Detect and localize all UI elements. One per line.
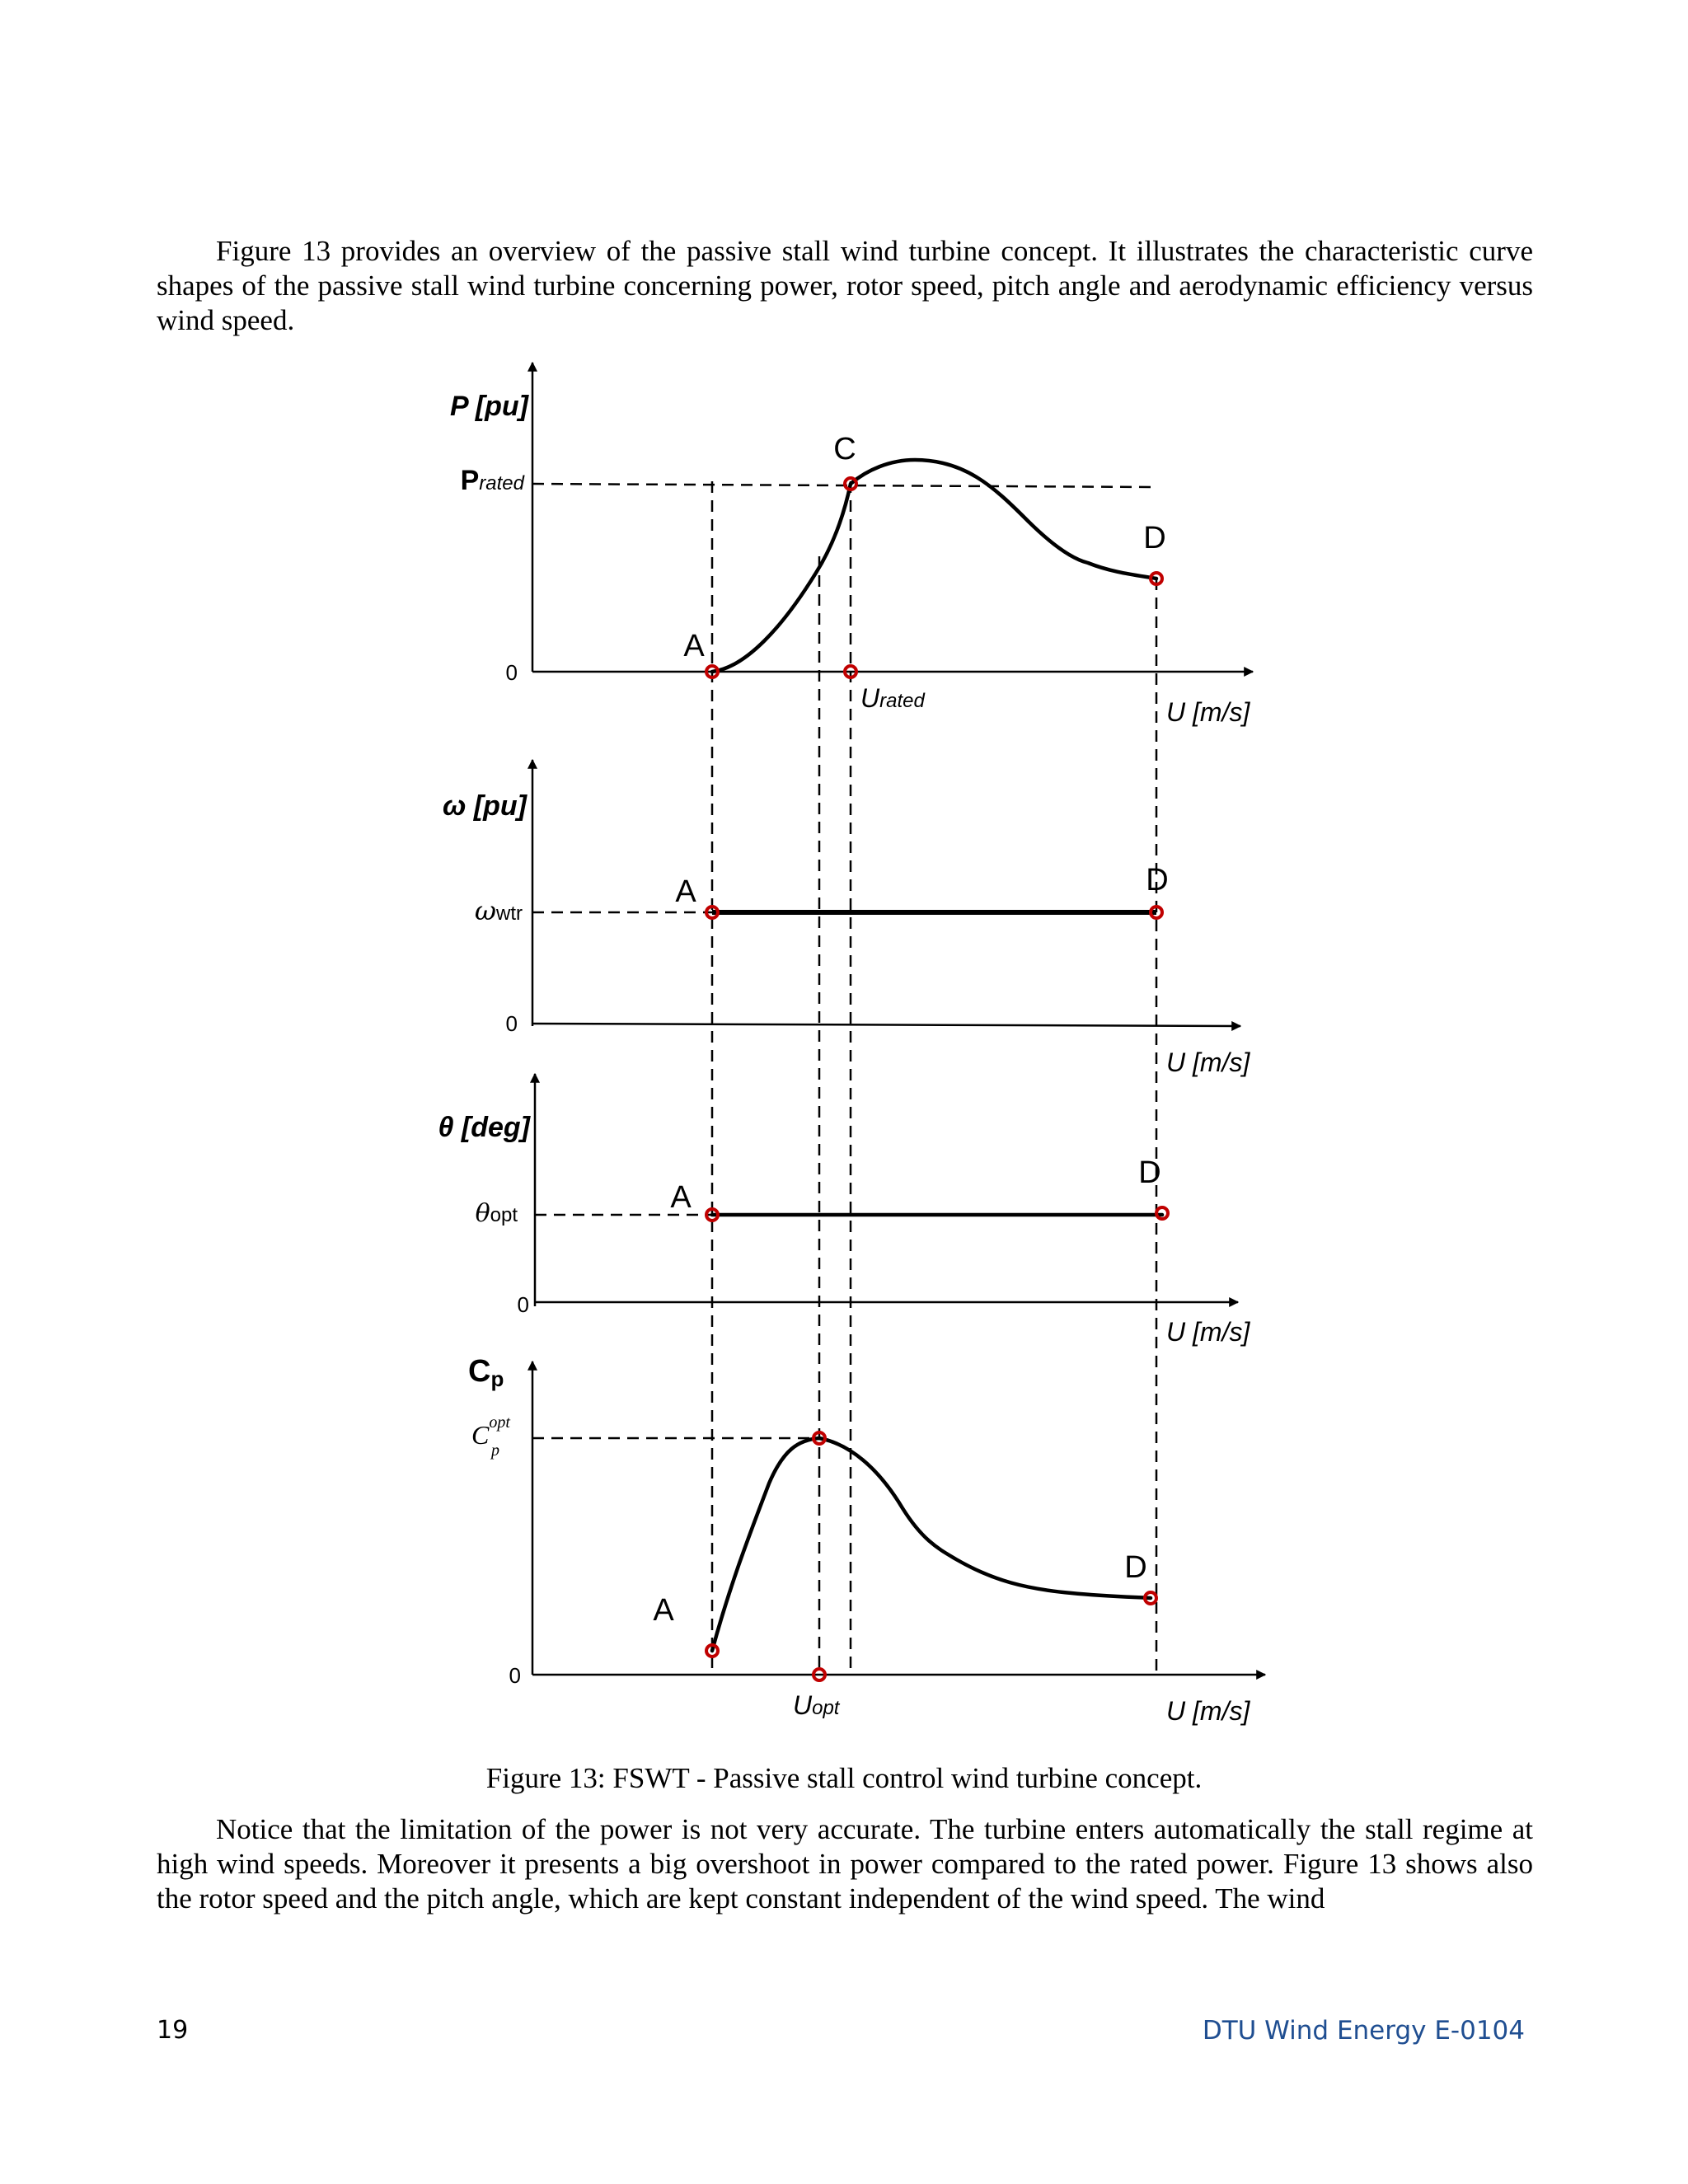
pitch-axis-label: θ [deg] xyxy=(438,1112,530,1143)
power-x-axis-label: U [m/s] xyxy=(1166,697,1250,727)
pitch-point-a-label: A xyxy=(670,1180,692,1215)
page-number: 19 xyxy=(157,2016,189,2045)
cp-x-axis-label: U [m/s] xyxy=(1166,1696,1250,1726)
rotor-speed-x-axis xyxy=(532,1024,1240,1026)
power-curve xyxy=(712,460,1156,672)
pitch-zero-tick: 0 xyxy=(517,1292,529,1317)
pitch-x-axis-label: U [m/s] xyxy=(1166,1317,1250,1347)
intro-paragraph: Figure 13 provides an overview of the passive stall wind turbine concept. It illustrates the characteristic curve shapes of the passive stall wind turbine concerning power, rotor speed, pitch angle and aerodynamic efficiency versus wind speed. xyxy=(157,235,1533,336)
rotor-point-d-label: D xyxy=(1146,863,1169,898)
rotor-speed-axis-label: ω [pu] xyxy=(443,790,527,822)
u-rated-label: Urated xyxy=(860,683,925,713)
power-axis-label: P [pu] xyxy=(449,391,528,422)
cp-axis-label: Cp xyxy=(468,1354,504,1391)
cp-point-a-label: A xyxy=(653,1593,674,1628)
rotor-speed-panel xyxy=(443,760,1250,1077)
rotor-speed-zero-tick: 0 xyxy=(505,1011,518,1036)
power-point-c-label: C xyxy=(833,432,856,466)
theta-opt-label: θopt xyxy=(475,1199,518,1228)
report-footer: DTU Wind Energy E-0104 xyxy=(1202,2016,1525,2046)
cp-curve xyxy=(712,1438,1151,1651)
cp-panel xyxy=(468,1354,1265,1726)
cp-point-d-label: D xyxy=(1124,1550,1147,1585)
notice-paragraph: Notice that the limitation of the power is not very accurate. The turbine enters automatically the stall regime at high wind speeds. Moreover it presents a big overshoot in power compared to the rated power. Figure 13 shows also the rotor speed and the pitch angle, which are kept constant independent of the wind speed. The wind xyxy=(157,1813,1533,1915)
pitch-point-d-label: D xyxy=(1138,1155,1161,1190)
power-zero-tick: 0 xyxy=(505,660,518,685)
rotor-speed-x-axis-label: U [m/s] xyxy=(1166,1047,1250,1077)
pitch-angle-panel xyxy=(438,1074,1251,1347)
omega-wtr-label: ωwtr xyxy=(474,895,523,926)
cp-zero-tick: 0 xyxy=(509,1663,521,1688)
u-opt-label: Uopt xyxy=(793,1690,840,1720)
power-point-a-label: A xyxy=(683,629,705,663)
p-rated-label: Prated xyxy=(460,465,524,496)
cp-opt-label: Copt p xyxy=(471,1413,510,1460)
figure-caption: Figure 13: FSWT - Passive stall control wind turbine concept. xyxy=(485,1762,1203,1794)
p-rated-guide xyxy=(532,484,1152,487)
rotor-point-a-label: A xyxy=(675,874,696,909)
power-point-d-label: D xyxy=(1143,521,1166,555)
